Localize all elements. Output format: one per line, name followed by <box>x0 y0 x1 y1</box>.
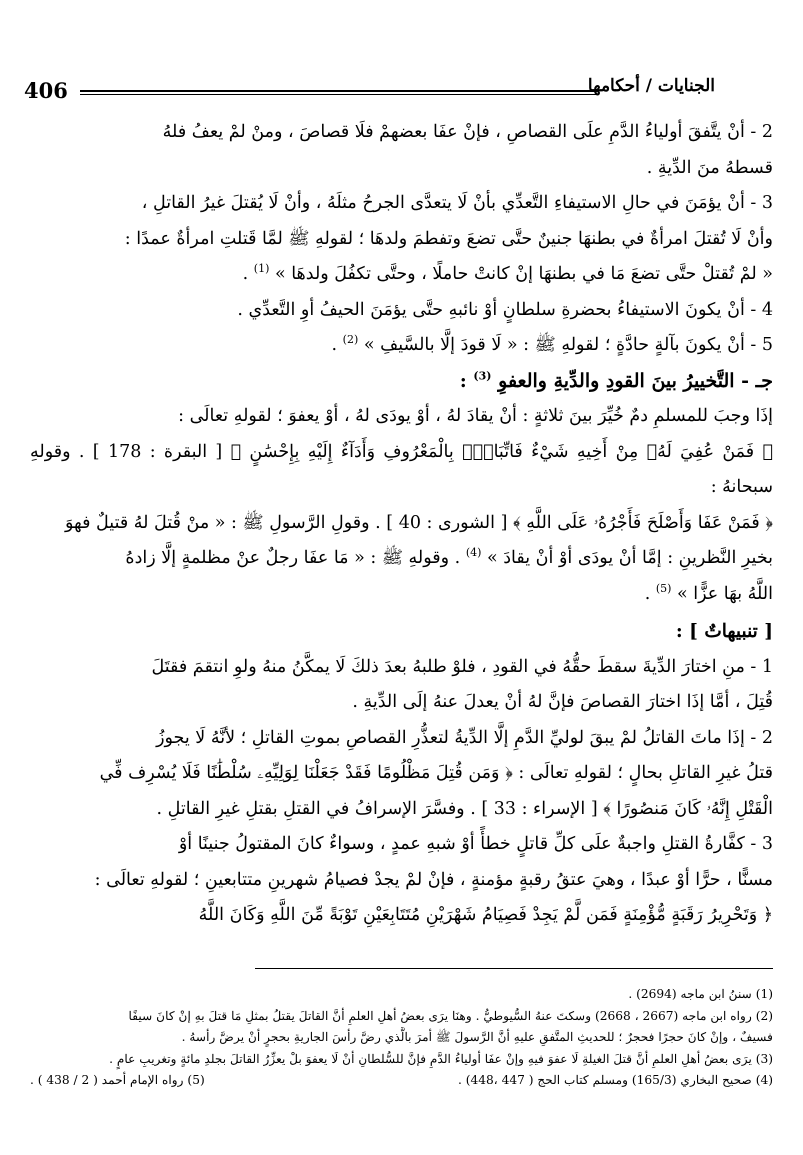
footnote-ref[interactable]: (1) <box>253 262 270 276</box>
footnote-separator <box>255 968 773 969</box>
footnote-ref[interactable]: (4) <box>465 546 482 560</box>
footnote <box>30 1070 773 1092</box>
paragraph <box>30 577 773 613</box>
text-line: وأنْ لَا تُقتلَ امرأةٌ في بطنهَا جنينٌ حتَّى تضعَ وتفطمَ ولدهَا ؛ لقولهِ ﷺ لمَّا قَتلتِ امرأةٌ عمدًا : <box>124 228 773 249</box>
running-title: الجنايات / أحكامها <box>587 76 715 96</box>
text-line: . وقولهِ ﷺ : « مَا عفَا رجلٌ عنْ مظلمةٍ إلَّا زادهُ <box>125 548 466 568</box>
footnote-ref[interactable]: (2) <box>342 333 359 347</box>
quran-verse: ﴿ وَتَحْرِيرُ رَقَبَةٍ مُّؤْمِنَةٍ فَمَن لَّمْ يَجِدْ فَصِيَامُ شَهْرَيْنِ مُتَتَابِعَيْنِ تَوْبَةً مِّنَ اللَّهِ وَكَانَ اللَّهُ <box>198 905 773 925</box>
footnote-text: (5) رواه الإمام أحمد ( 2 / 438 ) . <box>30 1073 205 1087</box>
footnote <box>30 1006 773 1028</box>
quran-verse: ﴿ فَمَنْ عَفَا وَأَصْلَحَ فَأَجْرُهُۥ عَلَى اللَّهِ ﴾ [ الشورى : 40 ] . وقولِ الرَّسولِ ﷺ : « منْ قُتلَ لهُ قتيلٌ فهوَ <box>65 512 773 533</box>
text-line: . <box>242 264 254 284</box>
footnote <box>30 1027 773 1049</box>
paragraph <box>30 827 773 863</box>
paragraph <box>30 756 773 792</box>
text-line: 2 - أنْ يتَّفقَ أولياءُ الدَّمِ علَى القصاصِ ، فإنْ عفَا بعضهمْ فلَا قصاصَ ، ومنْ لمْ يعفُ فلهُ <box>162 122 773 142</box>
heading-text: جـ - التَّخييرُ بينَ القودِ والدِّيةِ والعفوِ <box>498 369 773 392</box>
text-line: قُتِلَ ، أمَّا إذَا اختارَ القصاصَ فإنَّ لهُ أنْ يعدلَ عنهُ إلَى الدِّيةِ . <box>352 692 773 712</box>
text-line: قسطهُ منَ الدِّيةِ . <box>646 157 773 178</box>
paragraph <box>30 541 773 577</box>
footnotes <box>30 984 773 1092</box>
paragraph <box>30 186 773 222</box>
paragraph <box>30 399 773 435</box>
footnote-text: (3) يرَى بعضُ أهلِ العلمِ أنَّ قتلَ الغيلةِ لَا عفوَ فيهِ وإنْ عفَا أولياءُ الدَّمِ فإنَّ للسُّلطانِ أنْ لَا يعفوَ بلْ يعزِّرُ القاتلَ بجلدِ مائةٍ وتغريبِ عامٍ . <box>109 1051 773 1066</box>
text-line: 3 - كفَّارةُ القتلِ واجبةٌ علَى كلِّ قاتلٍ خطأً أوْ شبهِ عمدٍ ، وسواءٌ كانَ المقتولُ جنينًا أوْ <box>178 834 773 854</box>
text-line: 5 - أنْ يكونَ بآلةٍ حادَّةٍ ؛ لقولهِ ﷺ : « لَا قودَ إلَّا بالسَّيفِ » <box>363 335 773 355</box>
footnote-text: فسيفٌ ، وإنْ كانَ حجرًا فحجرٌ ؛ للحديثِ المتَّفقِ عليهِ أنَّ الرَّسولَ ﷺ أمرَ بالَّذي رضَّ رأسَ الجاريةِ بحجرٍ أنْ يرضَّ رأسهُ . <box>181 1030 773 1044</box>
hadith-quote: اللَّهُ بهَا عزًّا » <box>677 583 773 604</box>
page-header <box>24 74 715 108</box>
main-text <box>30 115 773 934</box>
text-line: 4 - أنْ يكونَ الاستيفاءُ بحضرةِ سلطانٍ أوْ نائبهِ حتَّى يؤمَنَ الحيفُ أوِ التَّعدِّي . <box>237 299 773 320</box>
paragraph <box>30 328 773 364</box>
text-line: . <box>644 583 656 604</box>
heading-text: : <box>459 369 474 392</box>
footnote-ref[interactable]: (5) <box>655 581 672 595</box>
text-line: قتلُ غيرِ القاتلِ بحالٍ ؛ لقولهِ تعالَى : ﴿ وَمَن قُتِلَ مَظْلُومًا فَقَدْ جَعَلْنَا لِوَلِيِّهِۦ سُلْطَٰنًا فَلَا يُسْرِف فِّي <box>99 763 773 783</box>
page-number: 406 <box>24 78 68 103</box>
section-heading <box>30 364 773 400</box>
quran-verse: ﴿ فَمَنْ عُفِيَ لَهُۥ مِنْ أَخِيهِ شَيْءٌ فَاتِّبَاعٌۢ بِالْمَعْرُوفِ وَأَدَآءٌ إِلَيْهِ بِإِحْسَٰنٍ ﴾ [ البقرة : 178 ] . وقولهِ سبحانهُ : <box>30 441 773 497</box>
hadith-quote: بخيرِ النَّظرينِ : إمَّا أنْ يودَى أوْ أنْ يقادَ » <box>486 548 773 568</box>
paragraph <box>30 257 773 293</box>
hadith-quote: « لمْ تُقتلْ حتَّى تضعَ مَا في بطنهَا إنْ كانتْ حاملًا ، وحتَّى تكفُلَ ولدهَا » <box>274 264 773 284</box>
paragraph <box>30 898 773 934</box>
text-line: مسنًّا ، حرًّا أوْ عبدًا ، وهيَ عتقُ رقبةٍ مؤمنةٍ ، فإنْ لمْ يجدْ فصيامُ شهرينِ متتابعينِ ؛ لقولهِ تعالَى : <box>94 869 773 890</box>
text-line: . <box>331 335 343 355</box>
paragraph <box>30 222 773 258</box>
paragraph <box>30 115 773 151</box>
paragraph <box>30 293 773 329</box>
footnote-text: (1) سننُ ابن ماجه (2694) . <box>628 987 773 1001</box>
paragraph <box>30 792 773 828</box>
footnote-text: (4) صحيح البخاري (165/3) ومسلم كتاب الحج ( 447 ،448) . <box>457 1073 773 1087</box>
text-line: 3 - أنْ يؤمَنَ في حالِ الاستيفاءِ التَّعدِّي بأنْ لَا يتعدَّى الجرحُ مثلَهُ ، وأنْ لَا يُقتلَ غيرُ القاتلِ ، <box>141 193 773 213</box>
notes-heading <box>30 614 773 650</box>
text-line: إذَا وجبَ للمسلمِ دمٌ خُيِّرَ بينَ ثلاثةٍ : أنْ يقادَ لهُ ، أوْ يودَى لهُ ، أوْ يعفوَ ؛ لقولهِ تعالَى : <box>178 406 773 426</box>
footnote-ref[interactable]: (3) <box>473 369 492 383</box>
paragraph <box>30 151 773 187</box>
heading-text: [ تنبيهاتٌ ] : <box>675 621 773 642</box>
paragraph <box>30 685 773 721</box>
text-line: 1 - منِ اختارَ الدِّيةَ سقطَ حقُّهُ في القودِ ، فلوْ طلبهُ بعدَ ذلكَ لَا يمكَّنُ منهُ ولوِ انتقمَ فقتَلَ <box>151 656 773 677</box>
paragraph <box>30 506 773 542</box>
paragraph <box>30 650 773 686</box>
paragraph <box>30 863 773 899</box>
paragraph <box>30 721 773 757</box>
text-line: 2 - إذَا ماتَ القاتلُ لمْ يبقَ لوليِّ الدَّمِ إلَّا الدِّيةُ لتعذُّرِ القصاصِ بموتِ القاتلِ ؛ لأنَّهُ لَا يجوزُ <box>156 727 773 748</box>
text-line: الْقَتْلِ إِنَّهُۥ كَانَ مَنصُورًا ﴾ [ الإسراء : 33 ] . وفسَّرَ الإسرافُ في القتلِ بقتلِ غيرِ القاتلِ . <box>156 798 773 819</box>
header-rule <box>80 90 597 95</box>
footnote <box>30 1049 773 1071</box>
footnote-text: (2) رواه ابن ماجه (2667 ، 2668) وسكتَ عنهُ السُّيوطيُّ . وهنَا يرَى بعضُ أهلِ العلمِ أنَّ القاتلَ يقتلُ بمثلِ مَا قتلَ بهِ إنْ كانَ سيفًا <box>128 1008 773 1023</box>
footnote <box>30 984 773 1006</box>
paragraph <box>30 435 773 506</box>
